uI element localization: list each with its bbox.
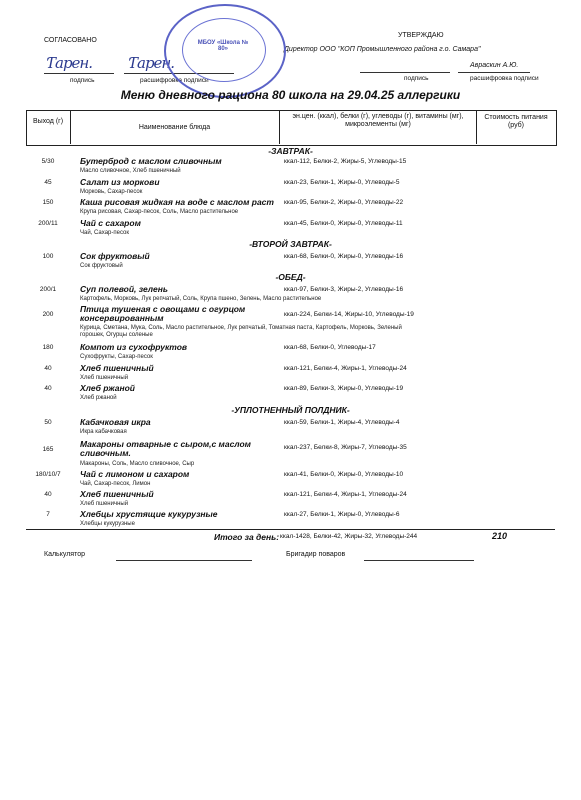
item-out: 200/1 [39, 286, 57, 293]
item-name: Хлеб пшеничный [80, 363, 154, 373]
item-out: 40 [44, 385, 52, 392]
item-name: Хлеб пшеничный [80, 489, 154, 499]
item-nutrients: ккал-121, Белки-4, Жиры-1, Углеводы-24 [284, 491, 407, 498]
item-nutrients: ккал-97, Белки-3, Жиры-2, Углеводы-16 [284, 286, 404, 293]
item-name: Хлеб ржаной [80, 383, 135, 393]
item-nutrients: ккал-59, Белки-1, Жиры-4, Углеводы-4 [284, 419, 400, 426]
agreed-label: СОГЛАСОВАНО [44, 37, 97, 44]
col-divider-2 [279, 110, 280, 144]
section-title: -ВТОРОЙ ЗАВТРАК- [249, 239, 332, 249]
item-ingredients-line-2: горошек, Огурцы соленые [80, 332, 153, 338]
section-title: -ОБЕД- [275, 272, 306, 282]
item-nutrients: ккал-41, Белки-0, Жиры-0, Углеводы-10 [284, 471, 404, 478]
page-title: Меню дневного рациона 80 школа на 29.04.25 аллергики [120, 88, 461, 102]
item-name: Хлебцы хрустящие кукурузные [80, 509, 218, 519]
item-name: Кабачковая икра [80, 417, 151, 427]
item-ingredients: Сухофрукты, Сахар-песок [80, 354, 153, 360]
item-nutrients: ккал-27, Белки-1, Жиры-0, Углеводы-6 [284, 511, 400, 518]
col-nutrients: эн.цен. (ккал), белки (г), углеводы (г), витамины (мг), микроэлементы (мг) [292, 113, 464, 128]
item-ingredients: Макароны, Соль, Масло сливочное, Сыр [80, 461, 195, 467]
item-name: Суп полевой, зелень [80, 284, 168, 294]
item-ingredients: Морковь, Сахар-песок [80, 189, 143, 195]
item-ingredients: Икра кабачковая [80, 429, 127, 435]
total-cost: 210 [492, 531, 508, 541]
item-ingredients: Масло сливочное, Хлеб пшеничный [80, 168, 181, 174]
item-name: Бутерброд с маслом сливочным [80, 156, 222, 166]
left-sign-line [44, 73, 114, 74]
item-name: Салат из моркови [80, 177, 160, 187]
item-ingredients: Хлеб пшеничный [80, 501, 129, 507]
item-name-line-1: Макароны отварные с сыром,с маслом [80, 439, 251, 449]
item-ingredients: Хлеб пшеничный [80, 375, 129, 381]
right-name: Авраскин А.Ю. [470, 62, 519, 69]
total-divider [26, 529, 555, 530]
stamp-text: МБОУ «Школа № 80» [197, 40, 249, 52]
item-out: 200 [42, 311, 54, 318]
left-sub-sign: подпись [70, 77, 95, 84]
left-signature: Ƭарен. [46, 54, 93, 72]
item-nutrients: ккал-121, Белки-4, Жиры-1, Углеводы-24 [284, 365, 407, 372]
right-decode-line [458, 72, 530, 73]
calculator-label: Калькулятор [44, 551, 85, 558]
item-ingredients: Чай, Сахар-песок, Лимон [80, 481, 151, 487]
item-ingredients-line-1: Курица, Сметана, Мука, Соль, Масло растительное, Лук репчатый, Томатная паста, Картофель, Морковь, Зеленый [80, 325, 402, 331]
calculator-line [116, 560, 252, 561]
item-nutrients: ккал-224, Белки-14, Жиры-10, Углеводы-19 [284, 311, 414, 318]
item-nutrients: ккал-68, Белки-0, Жиры-0, Углеводы-16 [284, 253, 404, 260]
item-name-line-2: сливочным. [80, 448, 131, 458]
approved-label: УТВЕРЖДАЮ [398, 32, 444, 39]
item-ingredients: Крупа рисовая, Сахар-песок, Соль, Масло растительное [80, 209, 239, 215]
item-ingredients: Хлебцы кукурузные [80, 521, 135, 527]
item-out: 7 [46, 511, 50, 518]
item-ingredients: Чай, Сахар-песок [80, 230, 129, 236]
item-name: Чай с лимоном и сахаром [80, 469, 190, 479]
item-nutrients: ккал-237, Белки-8, Жиры-7, Углеводы-35 [284, 444, 407, 451]
total-label: Итого за день: [214, 532, 280, 542]
right-sub-sign: подпись [404, 75, 429, 82]
col-out: Выход (г) [32, 118, 64, 125]
item-out: 45 [44, 179, 52, 186]
chef-label: Бригадир поваров [286, 551, 346, 558]
item-name-line-1: Птица тушеная с овощами с огурцом [80, 304, 246, 314]
item-nutrients: ккал-45, Белки-0, Жиры-0, Углеводы-11 [284, 220, 403, 227]
item-out: 150 [42, 199, 54, 206]
item-out: 50 [44, 419, 52, 426]
col-divider-3 [476, 110, 477, 144]
total-nutrients: ккал-1428, Белки-42, Жиры-32, Углеводы-244 [280, 533, 418, 540]
section-title: -ЗАВТРАК- [268, 146, 313, 156]
item-ingredients: Сок фруктовый [80, 263, 123, 269]
director-title: Директор ООО "КОП Промышленного района г.о. Самара" [284, 46, 481, 53]
item-out: 165 [42, 446, 54, 453]
item-out: 40 [44, 365, 52, 372]
item-nutrients: ккал-23, Белки-1, Жиры-0, Углеводы-5 [284, 179, 400, 186]
item-out: 40 [44, 491, 52, 498]
item-nutrients: ккал-95, Белки-2, Жиры-0, Углеводы-22 [284, 199, 404, 206]
left-sub-decode: расшифровка подписи [140, 77, 209, 84]
chef-line [364, 560, 474, 561]
item-name: Чай с сахаром [80, 218, 141, 228]
col-divider-1 [70, 110, 71, 144]
item-ingredients: Хлеб ржаной [80, 395, 117, 401]
item-name: Каша рисовая жидкая на воде с маслом раст [80, 197, 274, 207]
item-nutrients: ккал-112, Белки-2, Жиры-5, Углеводы-15 [284, 158, 407, 165]
item-out: 180/10/7 [35, 471, 61, 478]
right-sub-decode: расшифровка подписи [470, 75, 539, 82]
right-sign-line [360, 72, 450, 73]
item-nutrients: ккал-89, Белки-3, Жиры-0, Углеводы-19 [284, 385, 404, 392]
item-name-line-2: консервированным [80, 313, 164, 323]
item-out: 180 [42, 344, 54, 351]
left-signature-2: Ƭарен. [128, 54, 175, 72]
item-nutrients: ккал-68, Белки-0, Углеводы-17 [284, 344, 376, 351]
item-out: 100 [42, 253, 54, 260]
item-out: 5/30 [41, 158, 55, 165]
item-ingredients: Картофель, Морковь, Лук репчатый, Соль, Крупа пшено, Зелень, Масло растительное [80, 296, 322, 302]
item-out: 200/11 [38, 220, 58, 227]
section-title: -УПЛОТНЕННЫЙ ПОЛДНИК- [231, 405, 350, 415]
item-name: Сок фруктовый [80, 251, 150, 261]
col-cost: Стоимость питания (руб) [484, 114, 548, 129]
col-name: Наименование блюда [138, 124, 211, 131]
item-name: Компот из сухофруктов [80, 342, 188, 352]
